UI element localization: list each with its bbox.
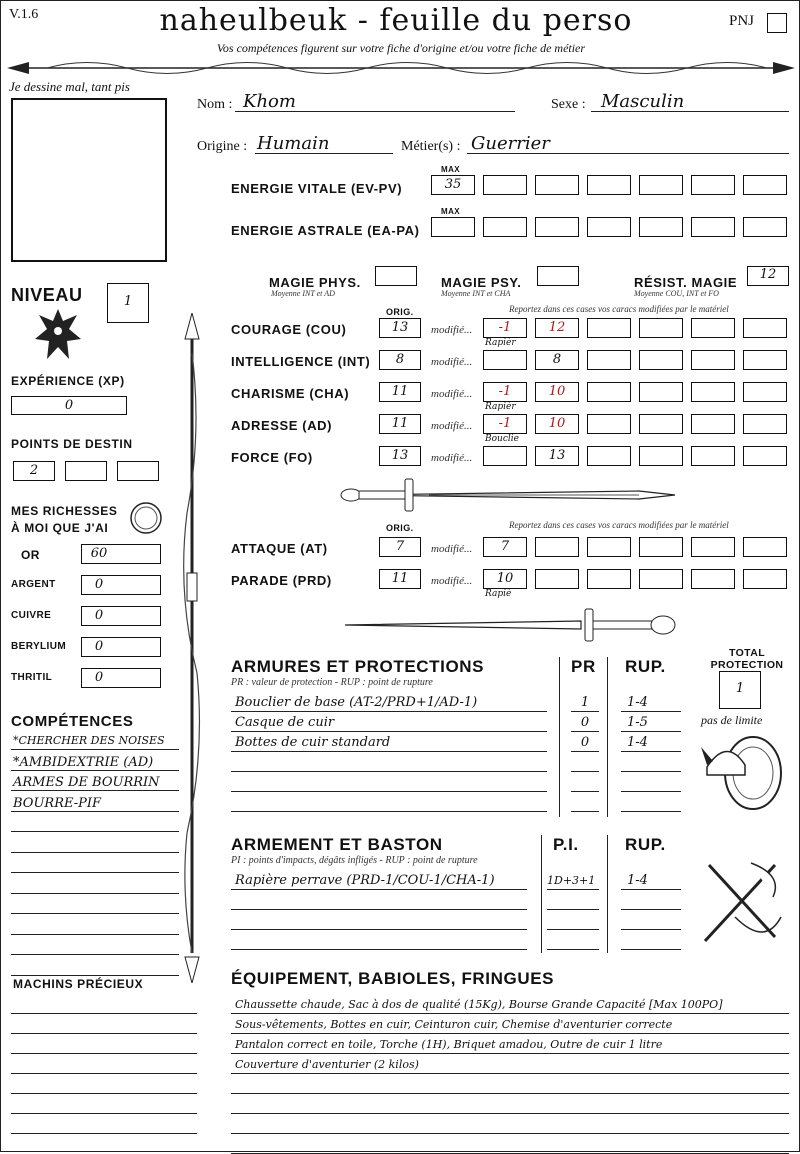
stat-cell-2-4[interactable]	[639, 382, 683, 402]
shield-helmet-icon	[701, 727, 785, 813]
stat-cell-0-3[interactable]	[587, 318, 631, 338]
ev-box-5[interactable]	[691, 175, 735, 195]
armor-rup-line-0	[621, 711, 681, 712]
pnj-checkbox[interactable]	[767, 13, 787, 33]
ea-box-4[interactable]	[639, 217, 683, 237]
equipment-line-4[interactable]	[231, 1093, 789, 1094]
combat-orig-value-1: 11	[391, 571, 409, 586]
total-protection-box[interactable]: 1	[719, 671, 761, 709]
stat-mod2-value-4: 13	[548, 448, 566, 463]
resist-magie-label: RÉSIST. MAGIE	[634, 275, 738, 290]
stats-orig-label: ORIG.	[386, 307, 414, 317]
machins-line-6[interactable]	[11, 1133, 197, 1134]
stat-cell-1-4[interactable]	[639, 350, 683, 370]
ev-max-value: 35	[444, 177, 462, 192]
money-value-1: 0	[94, 577, 104, 592]
niveau-label: NIVEAU	[11, 285, 83, 305]
weapon-item-0[interactable]: Rapière perrave (PRD-1/COU-1/CHA-1)	[235, 873, 495, 888]
stat-cell-2-5[interactable]	[691, 382, 735, 402]
ea-max-label: MAX	[441, 207, 460, 216]
stat-modified-4: modifié...	[431, 452, 473, 464]
machins-line-0[interactable]	[11, 1013, 197, 1014]
armor-rup-line-3	[621, 771, 681, 772]
stat-cell-4-5[interactable]	[691, 446, 735, 466]
stat-cell-3-2[interactable]	[535, 414, 579, 434]
equipment-line-6[interactable]	[231, 1133, 789, 1134]
stat-cell-3-3[interactable]	[587, 414, 631, 434]
armor-line-2	[231, 751, 547, 752]
armor-line-5	[231, 811, 547, 812]
combat-cell-1-4[interactable]	[639, 569, 683, 589]
armor-item-2[interactable]: Bottes de cuir standard	[235, 735, 391, 750]
armor-rup-line-2	[621, 751, 681, 752]
competence-line-10	[11, 954, 179, 955]
combat-orig-value-0: 7	[395, 539, 405, 554]
niveau-box[interactable]: 1	[107, 283, 149, 323]
sword-ornament-2-icon	[341, 607, 681, 643]
armor-pr-line-0	[571, 711, 599, 712]
money-label-1: ARGENT	[11, 579, 56, 590]
equipment-text-1: Sous-vêtements, Bottes en cuir, Ceinturon cuir, Chemise d'aventurier correcte	[235, 1018, 673, 1031]
stat-orig-2[interactable]	[379, 382, 421, 402]
stat-orig-value-1: 8	[395, 352, 405, 367]
armor-title: ARMURES ET PROTECTIONS	[231, 657, 485, 676]
page-title: naheulbeuk - feuille du perso	[159, 3, 633, 38]
armor-pr-2: 0	[580, 735, 590, 750]
machins-line-3[interactable]	[11, 1073, 197, 1074]
weapon-pi-line-0	[547, 889, 599, 890]
armor-pr-line-2	[571, 751, 599, 752]
armor-sub: PR : valeur de protection - RUP : point de rupture	[231, 677, 433, 688]
stat-modified-1: modifié...	[431, 356, 473, 368]
stat-cell-4-6[interactable]	[743, 446, 787, 466]
magie-phys-label: MAGIE PHYS.	[269, 275, 361, 290]
magie-psy-sub: Moyenne INT et CHA	[441, 289, 511, 298]
competence-line-0	[11, 749, 179, 750]
stat-label-1: INTELLIGENCE (INT)	[231, 354, 371, 369]
spear-ornament-icon	[177, 313, 207, 983]
ev-box-1[interactable]	[483, 175, 527, 195]
armor-pr-line-1	[571, 731, 599, 732]
stat-orig-value-2: 11	[391, 384, 409, 399]
armor-rup-0: 1-4	[627, 695, 648, 710]
competence-3[interactable]: BOURRE-PIF	[13, 795, 102, 811]
competence-line-7	[11, 893, 179, 894]
stat-mod1-note-0: Rapièr	[485, 338, 516, 348]
weapons-title: ARMEMENT ET BASTON	[231, 835, 443, 854]
stat-orig-0[interactable]	[379, 318, 421, 338]
stat-cell-1-3[interactable]	[587, 350, 631, 370]
resist-magie-box[interactable]: 12	[747, 266, 789, 286]
competence-line-11	[11, 975, 179, 976]
combat-modified-1: modifié...	[431, 575, 473, 587]
stat-cell-0-2[interactable]	[535, 318, 579, 338]
equipment-title: ÉQUIPEMENT, BABIOLES, FRINGUES	[231, 969, 555, 988]
stat-mod1-0[interactable]	[483, 318, 527, 338]
stat-cell-0-4[interactable]	[639, 318, 683, 338]
header-spear-ornament-icon	[7, 55, 795, 81]
money-box-4[interactable]	[81, 668, 161, 688]
armor-rup-header: RUP.	[625, 657, 666, 676]
coin-icon	[129, 501, 163, 535]
stat-mod1-note-3: Bouclie	[485, 434, 519, 444]
combat-mod1-value-0: 7	[500, 539, 510, 554]
combat-mod1-value-1: 10	[496, 571, 514, 586]
version-label: V.1.6	[9, 7, 39, 22]
money-value-0: 60	[90, 546, 108, 561]
magie-psy-label: MAGIE PSY.	[441, 275, 522, 290]
weapon-pi-0: 1D+3+1	[547, 874, 596, 887]
stat-cell-1-2[interactable]	[535, 350, 579, 370]
weapons-rup-header: RUP.	[625, 835, 666, 854]
magie-phys-box[interactable]	[375, 266, 417, 286]
weapon-rup-line-3	[621, 949, 681, 950]
stat-cell-1-5[interactable]	[691, 350, 735, 370]
competence-line-8	[11, 913, 179, 914]
stat-modified-3: modifié...	[431, 420, 473, 432]
stat-cell-3-5[interactable]	[691, 414, 735, 434]
stat-label-4: FORCE (FO)	[231, 450, 313, 465]
equipment-line-3[interactable]	[231, 1073, 789, 1074]
stat-orig-value-4: 13	[391, 448, 409, 463]
stat-mod1-2[interactable]	[483, 382, 527, 402]
equipment-line-5[interactable]	[231, 1113, 789, 1114]
machins-line-1[interactable]	[11, 1033, 197, 1034]
machins-line-2[interactable]	[11, 1053, 197, 1054]
competence-line-1	[11, 770, 179, 771]
stat-cell-2-2[interactable]	[535, 382, 579, 402]
stat-modified-0: modifié...	[431, 324, 473, 336]
ea-box-6[interactable]	[743, 217, 787, 237]
combat-cell-0-5[interactable]	[691, 537, 735, 557]
equipment-text-3: Couverture d'aventurier (2 kilos)	[235, 1058, 419, 1071]
magie-psy-box[interactable]	[537, 266, 579, 286]
stat-cell-4-2[interactable]	[535, 446, 579, 466]
ev-box-3[interactable]	[587, 175, 631, 195]
combat-cell-0-4[interactable]	[639, 537, 683, 557]
metier-field[interactable]: Guerrier	[471, 133, 550, 154]
weapon-pi-line-2	[547, 929, 599, 930]
stat-cell-1-6[interactable]	[743, 350, 787, 370]
ev-max-box[interactable]	[431, 175, 475, 195]
combat-cell-1-5[interactable]	[691, 569, 735, 589]
stat-orig-1[interactable]	[379, 350, 421, 370]
ev-label: ENERGIE VITALE (EV-PV)	[231, 181, 403, 196]
ea-label: ENERGIE ASTRALE (EA-PA)	[231, 223, 420, 238]
stat-mod1-value-3: -1	[498, 416, 512, 431]
weapon-rup-0: 1-4	[627, 873, 648, 888]
weapon-rup-line-0	[621, 889, 681, 890]
weapon-rup-line-1	[621, 909, 681, 910]
competence-1[interactable]: *AMBIDEXTRIE (AD)	[13, 754, 154, 770]
stats-report-note: Reportez dans ces cases vos caracs modifiées par le matériel	[509, 304, 729, 314]
combat-orig-label: ORIG.	[386, 523, 414, 533]
armor-pr-0: 1	[580, 695, 590, 710]
armor-pr-line-5	[571, 811, 599, 812]
armor-rup-1: 1-5	[627, 715, 648, 730]
weapon-pi-line-3	[547, 949, 599, 950]
dragon-icon	[33, 305, 83, 365]
combat-cell-1-2[interactable]	[535, 569, 579, 589]
competence-line-4	[11, 831, 179, 832]
sexe-field[interactable]: Masculin	[601, 91, 685, 112]
stat-orig-3[interactable]	[379, 414, 421, 434]
armor-rup-line-5	[621, 811, 681, 812]
portrait-caption: Je dessine mal, tant pis	[9, 79, 130, 94]
stat-mod2-value-3: 10	[548, 416, 566, 431]
armor-pr-1: 0	[580, 715, 590, 730]
combat-mod1-0[interactable]	[483, 537, 527, 557]
richesses-label-1: MES RICHESSES	[11, 504, 118, 518]
stat-cell-2-3[interactable]	[587, 382, 631, 402]
weapon-rup-line-2	[621, 929, 681, 930]
armor-line-1	[231, 731, 547, 732]
ea-box-3[interactable]	[587, 217, 631, 237]
xp-label: EXPÉRIENCE (XP)	[11, 374, 125, 388]
sword-ornament-icon	[339, 477, 679, 513]
money-value-2: 0	[94, 608, 104, 623]
stat-orig-4[interactable]	[379, 446, 421, 466]
portrait-frame[interactable]	[11, 98, 167, 262]
nom-label: Nom :	[197, 97, 233, 112]
ea-box-2[interactable]	[535, 217, 579, 237]
armor-rup-2: 1-4	[627, 735, 648, 750]
stat-mod2-value-2: 10	[548, 384, 566, 399]
combat-cell-1-6[interactable]	[743, 569, 787, 589]
ev-box-4[interactable]	[639, 175, 683, 195]
combat-cell-1-3[interactable]	[587, 569, 631, 589]
ev-box-6[interactable]	[743, 175, 787, 195]
weapon-line-0	[231, 889, 527, 890]
pnj-label: PNJ	[729, 13, 755, 29]
money-label-3: BERYLIUM	[11, 641, 67, 652]
armor-line-0	[231, 711, 547, 712]
money-label-0: OR	[21, 548, 40, 562]
weapons-pi-header: P.I.	[553, 835, 579, 854]
armor-item-1[interactable]: Casque de cuir	[235, 715, 335, 730]
weapons-sub: PI : points d'impacts, dégâts infligés - RUP : point de rupture	[231, 855, 478, 866]
metier-label: Métier(s) :	[401, 139, 461, 154]
armor-pr-line-4	[571, 791, 599, 792]
combat-label-1: PARADE (PRD)	[231, 573, 332, 588]
equipment-line-1[interactable]	[231, 1033, 789, 1034]
competence-2[interactable]: ARMES DE BOURRIN	[13, 775, 160, 790]
destin-box-2[interactable]	[65, 461, 107, 481]
ea-box-1[interactable]	[483, 217, 527, 237]
stat-label-3: ADRESSE (AD)	[231, 418, 333, 433]
stat-label-2: CHARISME (CHA)	[231, 386, 350, 401]
money-box-3[interactable]	[81, 637, 161, 657]
competence-line-3	[11, 811, 179, 812]
combat-modified-0: modifié...	[431, 543, 473, 555]
ev-max-label: MAX	[441, 165, 460, 174]
crossed-weapons-icon	[695, 857, 785, 947]
competence-line-5	[11, 852, 179, 853]
stat-cell-4-4[interactable]	[639, 446, 683, 466]
competence-line-9	[11, 934, 179, 935]
resist-magie-sub: Moyenne COU, INT et FO	[634, 289, 719, 298]
stat-cell-2-6[interactable]	[743, 382, 787, 402]
combat-orig-1[interactable]	[379, 569, 421, 589]
combat-cell-0-6[interactable]	[743, 537, 787, 557]
stat-cell-0-5[interactable]	[691, 318, 735, 338]
armor-rup-line-1	[621, 731, 681, 732]
equipment-text-2: Pantalon correct en toile, Torche (1H), Briquet amadou, Outre de cuir 1 litre	[235, 1038, 663, 1051]
richesses-label-2: À MOI QUE J'AI	[11, 521, 109, 535]
weapon-pi-line-1	[547, 909, 599, 910]
armor-pr-header: PR	[571, 657, 596, 676]
machins-line-4[interactable]	[11, 1093, 197, 1094]
stat-cell-3-6[interactable]	[743, 414, 787, 434]
stat-mod1-note-2: Rapièr	[485, 402, 516, 412]
stat-modified-2: modifié...	[431, 388, 473, 400]
combat-report-note: Reportez dans ces cases vos caracs modifiées par le matériel	[509, 520, 729, 530]
money-label-2: CUIVRE	[11, 610, 52, 621]
combat-label-0: ATTAQUE (AT)	[231, 541, 328, 556]
stat-cell-0-6[interactable]	[743, 318, 787, 338]
money-value-4: 0	[94, 670, 104, 685]
machins-line-5[interactable]	[11, 1113, 197, 1114]
stat-orig-value-3: 11	[391, 416, 409, 431]
stat-label-0: COURAGE (COU)	[231, 322, 347, 337]
ev-box-2[interactable]	[535, 175, 579, 195]
stat-mod1-value-0: -1	[498, 320, 512, 335]
money-value-3: 0	[94, 639, 104, 654]
total-label-1: TOTAL	[728, 647, 766, 659]
money-label-4: THRITIL	[11, 672, 53, 683]
origine-field[interactable]: Humain	[257, 133, 330, 154]
stat-mod2-value-1: 8	[552, 352, 562, 367]
xp-box[interactable]: 0	[11, 396, 127, 415]
combat-orig-0[interactable]	[379, 537, 421, 557]
armor-item-0[interactable]: Bouclier de base (AT-2/PRD+1/AD-1)	[235, 695, 478, 710]
total-label-2: PROTECTION	[710, 659, 784, 671]
destin-label: POINTS DE DESTIN	[11, 437, 133, 451]
sexe-label: Sexe :	[551, 97, 586, 112]
weapon-line-1	[231, 909, 527, 910]
combat-mod1-note-1: Rapiè	[485, 589, 512, 599]
competence-0[interactable]: *CHERCHER DES NOISES	[13, 734, 165, 747]
armor-rup-line-4	[621, 791, 681, 792]
ea-box-5[interactable]	[691, 217, 735, 237]
ea-max-box[interactable]	[431, 217, 475, 237]
equipment-text-0: Chaussette chaude, Sac à dos de qualité (15Kg), Bourse Grande Capacité [Max 100PO]	[235, 998, 723, 1011]
stat-cell-3-4[interactable]	[639, 414, 683, 434]
page-subtitle: Vos compétences figurent sur votre fiche d'origine et/ou votre fiche de métier	[216, 41, 586, 55]
stat-mod1-4[interactable]	[483, 446, 527, 466]
competences-label: COMPÉTENCES	[11, 713, 134, 730]
combat-cell-0-3[interactable]	[587, 537, 631, 557]
armor-limit-note: pas de limite	[701, 713, 763, 727]
stat-mod2-value-0: 12	[548, 320, 566, 335]
nom-field[interactable]: Khom	[243, 91, 296, 112]
weapon-line-3	[231, 949, 527, 950]
stat-cell-4-3[interactable]	[587, 446, 631, 466]
money-box-2[interactable]	[81, 606, 161, 626]
destin-box-3[interactable]	[117, 461, 159, 481]
destin-box-1[interactable]: 2	[13, 461, 55, 481]
armor-line-4	[231, 791, 547, 792]
armor-line-3	[231, 771, 547, 772]
combat-cell-0-2[interactable]	[535, 537, 579, 557]
money-box-0[interactable]	[81, 544, 161, 564]
machins-label: MACHINS PRÉCIEUX	[13, 977, 144, 991]
competence-line-2	[11, 790, 179, 791]
weapon-line-2	[231, 929, 527, 930]
stat-orig-value-0: 13	[391, 320, 409, 335]
armor-pr-line-3	[571, 771, 599, 772]
equipment-line-0[interactable]	[231, 1013, 789, 1014]
origine-label: Origine :	[197, 139, 248, 154]
stat-mod1-3[interactable]	[483, 414, 527, 434]
competence-line-6	[11, 872, 179, 873]
money-box-1[interactable]	[81, 575, 161, 595]
stat-mod1-1[interactable]	[483, 350, 527, 370]
stat-mod1-value-2: -1	[498, 384, 512, 399]
combat-mod1-1[interactable]	[483, 569, 527, 589]
magie-phys-sub: Moyenne INT et AD	[271, 289, 335, 298]
equipment-line-2[interactable]	[231, 1053, 789, 1054]
